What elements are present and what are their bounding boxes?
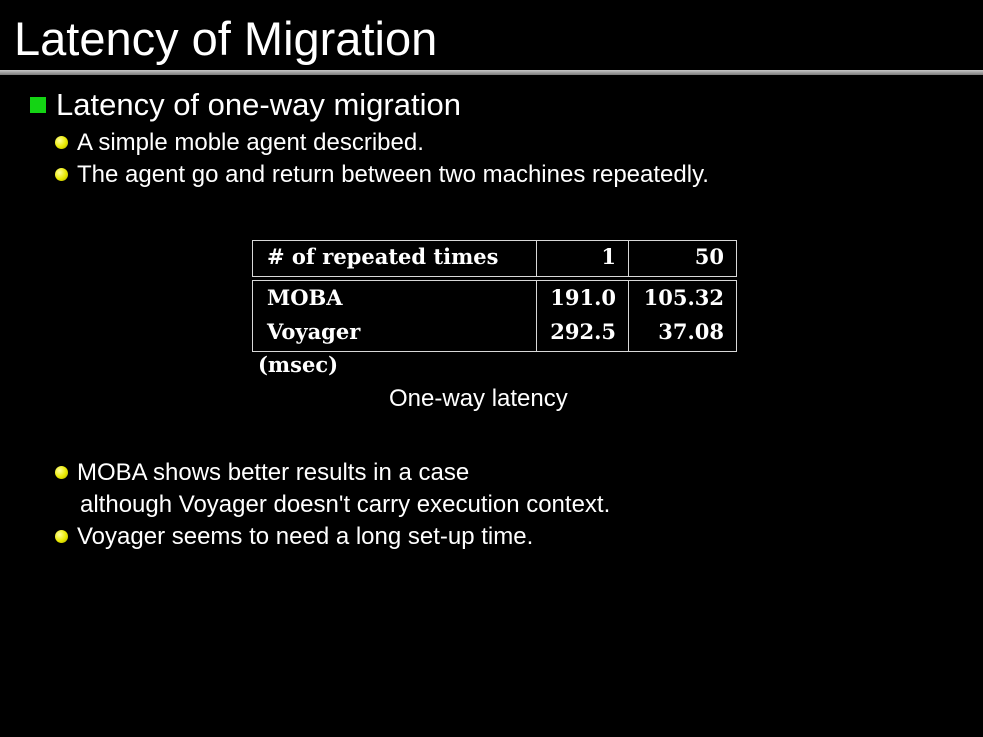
table-cell: 105.32 — [643, 285, 724, 310]
table-cell: 37.08 — [658, 319, 724, 344]
bullet-sub-1-text: A simple moble agent described. — [77, 129, 424, 156]
table-caption: One-way latency — [389, 385, 568, 412]
dot-bullet-icon — [55, 466, 68, 479]
table-row-name: MOBA — [267, 285, 343, 310]
bullet-sub-3-continuation: although Voyager doesn't carry execution context. — [80, 491, 611, 518]
table-divider — [628, 240, 629, 277]
table-divider — [628, 280, 629, 352]
title-divider — [0, 70, 983, 75]
bullet-sub-4 — [55, 521, 533, 552]
table-row-name: Voyager — [267, 319, 361, 344]
table-header-label: # of repeated times — [267, 244, 499, 269]
square-bullet-icon — [30, 97, 46, 113]
dot-bullet-icon — [55, 168, 68, 181]
dot-bullet-icon — [55, 136, 68, 149]
bullet-sub-1 — [55, 127, 424, 158]
bullet-sub-4-text: Voyager seems to need a long set-up time. — [77, 523, 534, 550]
bullet-sub-3 — [55, 457, 469, 488]
table-header-col2: 50 — [694, 244, 724, 269]
slide-title: Latency of Migration — [14, 12, 438, 65]
table-unit: (msec) — [258, 352, 339, 377]
bullet-main — [30, 86, 461, 124]
bullet-sub-2-text: The agent go and return between two machines repeatedly. — [77, 161, 709, 188]
bullet-sub-3-text: MOBA shows better results in a case — [77, 459, 470, 486]
bullet-sub-2 — [55, 159, 709, 190]
table-cell: 292.5 — [550, 319, 616, 344]
table-divider — [536, 240, 537, 277]
dot-bullet-icon — [55, 530, 68, 543]
table-header-col1: 1 — [601, 244, 616, 269]
bullet-main-text: Latency of one-way migration — [56, 87, 461, 122]
table-divider — [536, 280, 537, 352]
table-cell: 191.0 — [550, 285, 616, 310]
